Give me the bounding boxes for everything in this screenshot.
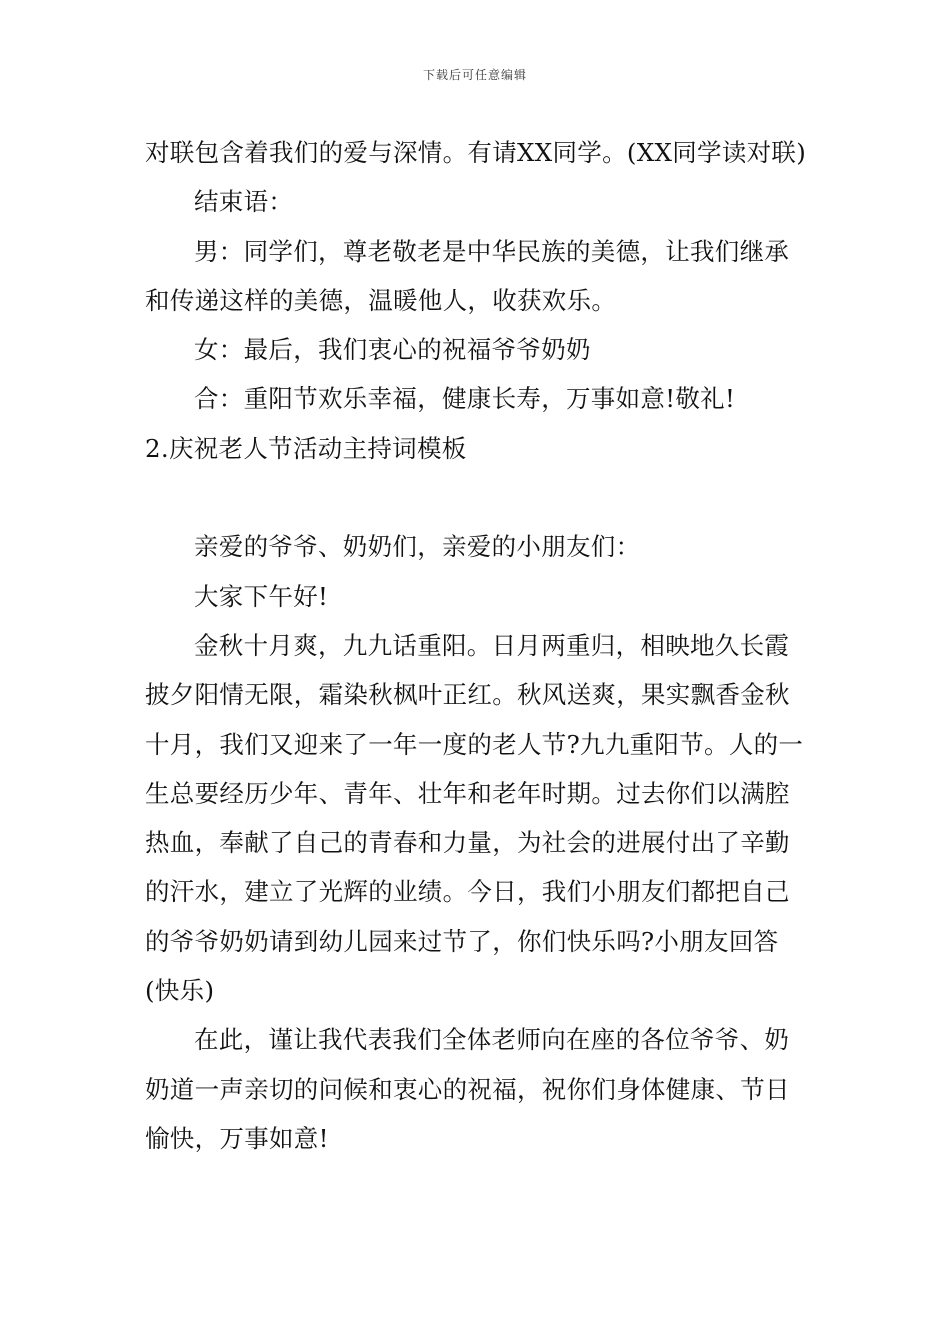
paragraph-closing-label: 结束语：: [194, 187, 294, 217]
paragraph-female-host: 女：最后，我们衷心的祝福爷爷奶奶: [194, 335, 591, 365]
header-note: 下载后可任意编辑: [422, 68, 527, 82]
paragraph-good-afternoon: 大家下午好!: [194, 581, 329, 611]
paragraph-autumn: 金秋十月爽，九九话重阳。日月两重归，相映地久长霞披夕阳情无限，霜染秋枫叶正红。秋风送爽，果实飘香金秋十月，我们又迎来了一年一度的老人节?九九重阳节。人的一生总要经历少年、青年、壮年和老年时期。过去你们以满腔热血，奉献了自己的青春和力量，为社会的进展付出了辛勤的汗水，建立了光辉的业绩。今日，我们小朋友们都把自己的爷爷奶奶请到幼儿园来过节了，你们快乐吗?小朋友回答(快乐): [145, 630, 804, 1006]
section-heading: 2.庆祝老人节活动主持词模板: [145, 433, 467, 463]
document-body: [145, 128, 810, 1163]
paragraph-couplet: 对联包含着我们的爱与深情。有请XX同学。(XX同学读对联): [145, 138, 807, 167]
paragraph-together: 合：重阳节欢乐幸福，健康长寿，万事如意!敬礼!: [194, 384, 736, 414]
paragraph-blessing: 在此，谨让我代表我们全体老师向在座的各位爷爷、奶奶道一声亲切的问候和衷心的祝福，祝你们身体健康、节日愉快，万事如意!: [145, 1025, 790, 1153]
paragraph-male-host: 男：同学们，尊老敬老是中华民族的美德，让我们继承和传递这样的美德，温暖他人，收获欢乐。: [145, 236, 790, 315]
paragraph-greeting: 亲爱的爷爷、奶奶们，亲爱的小朋友们：: [194, 532, 641, 562]
blank-line: [145, 473, 810, 522]
